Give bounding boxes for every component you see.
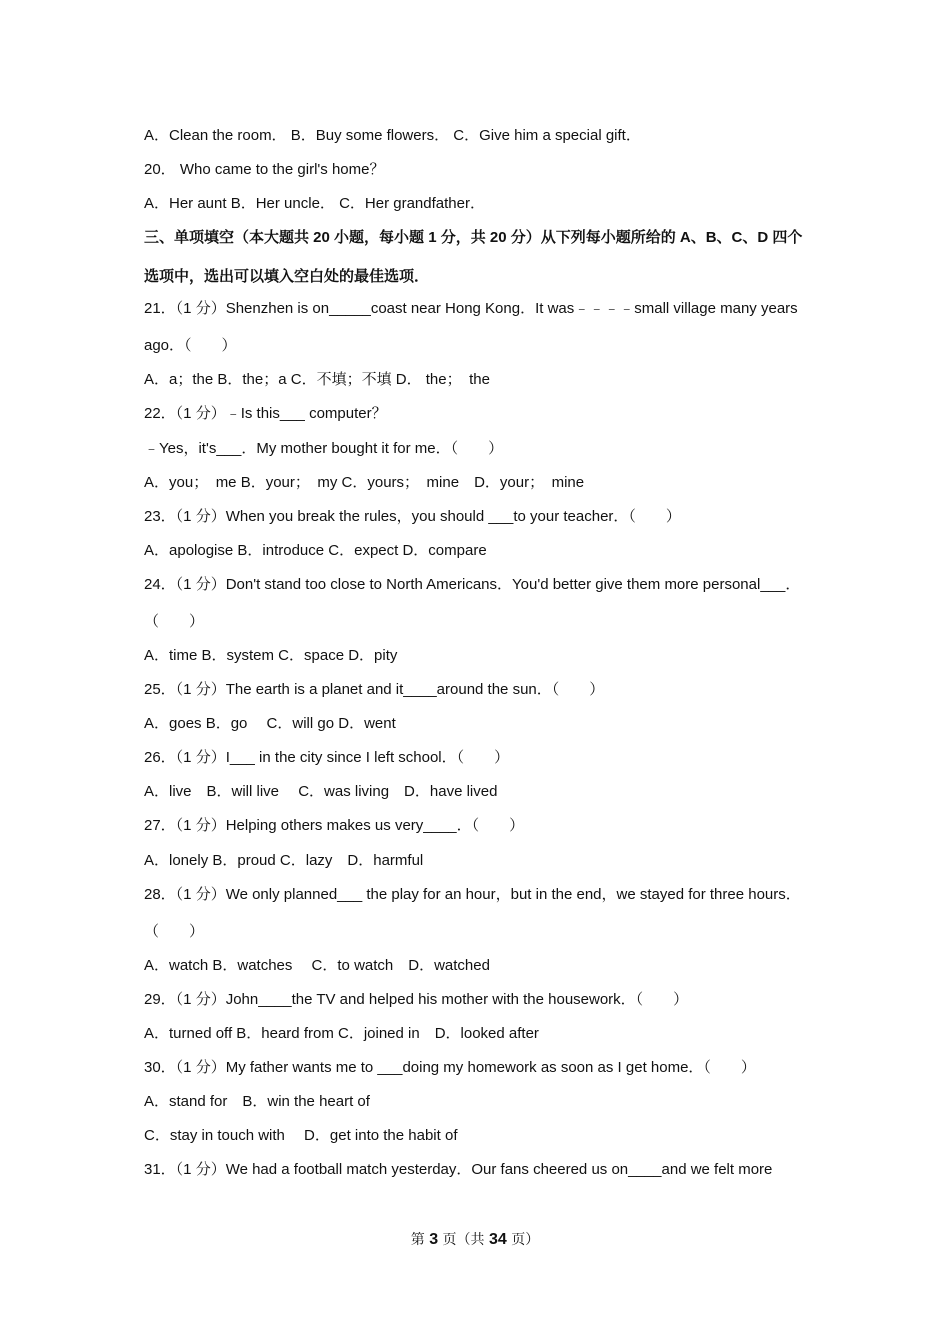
question-30: 30．（1 分）My father wants me to ___doing my homework as soon as I get home．（ ）	[144, 1059, 756, 1076]
question-31: 31．（1 分）We had a football match yesterday．Our fans cheered us on____and we felt more	[144, 1161, 773, 1178]
question-23: 23．（1 分）When you break the rules，you should ___to your teacher．（ ）	[144, 508, 681, 525]
options-29: A．turned off B．heard from C．joined in D．looked after	[144, 1025, 539, 1042]
question-27: 27．（1 分）Helping others makes us very____．（ ）	[144, 817, 525, 834]
section-heading: 选项中，选出可以填入空白处的最佳选项．	[144, 268, 430, 285]
question-25: 25．（1 分）The earth is a planet and it____around the sun．（ ）	[144, 681, 605, 698]
question-22: 22．（1 分）﹣Is this___ computer？	[144, 405, 387, 422]
options-28: A．watch B．watches C．to watch D．watched	[144, 957, 490, 974]
text-line: （ ）	[144, 923, 205, 940]
question-29: 29．（1 分）John____the TV and helped his mother with the housework．（ ）	[144, 991, 689, 1008]
options-21: A．a；the B．the；a C．不填；不填 D． the； the	[144, 371, 490, 388]
options-30: C．stay in touch with D．get into the habit of	[144, 1127, 458, 1144]
footer-middle: 页（共	[442, 1232, 485, 1248]
question-24: 24．（1 分）Don't stand too close to North Americans．You'd better give them more personal___．	[144, 576, 801, 593]
section-heading: 三、单项填空（本大题共 20 小题，每小题 1 分，共 20 分）从下列每小题所给的 A、B、C、D 四个	[144, 229, 803, 246]
question-26: 26．（1 分）I___ in the city since I left school．（ ）	[144, 749, 510, 766]
text-line: ago．（ ）	[144, 337, 237, 354]
text-line: A．Her aunt B．Her uncle． C．Her grandfather．	[144, 195, 485, 212]
options-23: A．apologise B．introduce C．expect D．compare	[144, 542, 487, 559]
options-25: A．goes B．go C．will go D．went	[144, 715, 396, 732]
text-line: （ ）	[144, 613, 205, 630]
text-line: 20． Who came to the girl's home？	[144, 161, 385, 178]
footer-suffix: 页）	[511, 1232, 540, 1248]
options-22: A．you； me B．your； my C．yours； mine D．your； mine	[144, 474, 585, 491]
text-line: ﹣Yes，it's___．My mother bought it for me．（ ）	[144, 440, 504, 457]
options-30: A．stand for B．win the heart of	[144, 1093, 370, 1110]
page-footer	[0, 1229, 950, 1249]
total-pages: 34	[489, 1231, 507, 1248]
page-number: 3	[429, 1231, 439, 1248]
question-28: 28．（1 分）We only planned___ the play for an hour，but in the end，we stayed for three hours．	[144, 886, 801, 903]
options-27: A．lonely B．proud C．lazy D．harmful	[144, 852, 424, 869]
text-line: A．Clean the room． B．Buy some flowers． C．Give him a special gift．	[144, 127, 641, 144]
options-26: A．live B．will live C．was living D．have lived	[144, 783, 498, 800]
footer-prefix: 第	[410, 1232, 425, 1248]
options-24: A．time B．system C．space D．pity	[144, 647, 398, 664]
question-21: 21．（1 分）Shenzhen is on_____coast near Hong Kong．It was﹣﹣﹣﹣small village many years	[144, 300, 798, 317]
